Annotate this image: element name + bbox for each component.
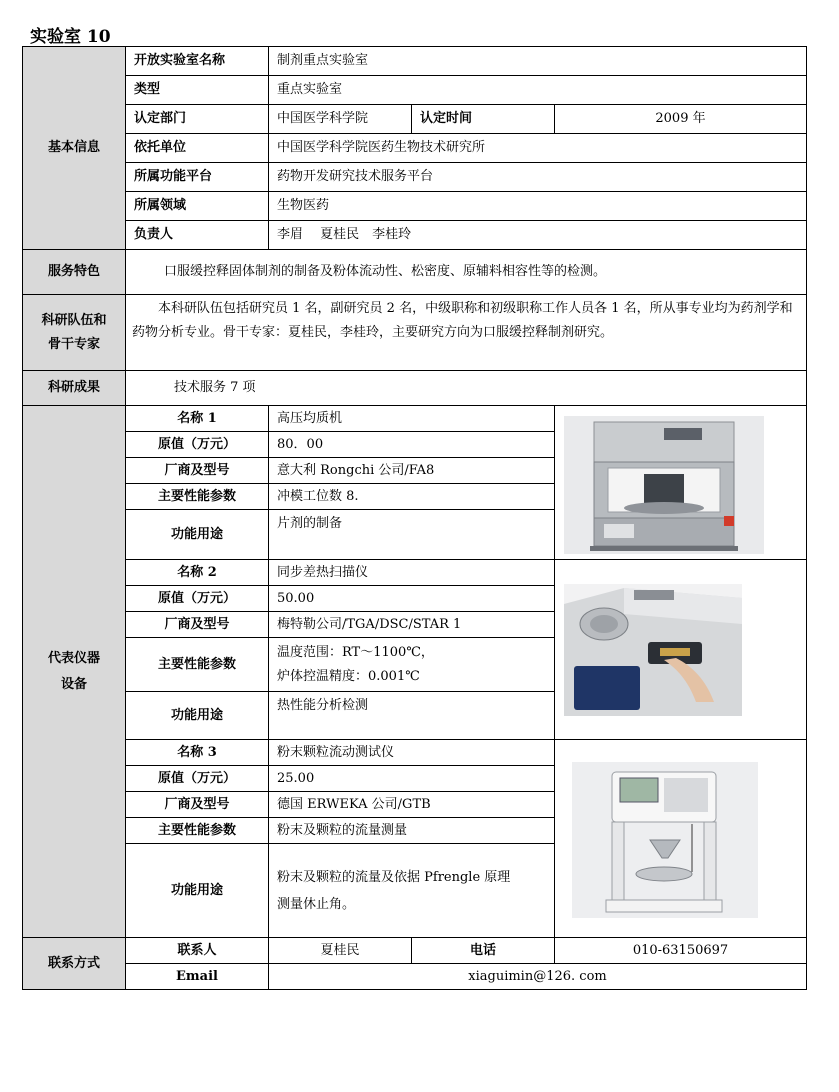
section-team-line2: 骨干专家 — [47, 336, 100, 352]
instrument-2-spec-label: 主要性能参数 — [126, 638, 269, 692]
instrument-2-use: 热性能分析检测 — [269, 692, 555, 740]
dept-label: 认定部门 — [126, 105, 269, 134]
host-label: 依托单位 — [126, 134, 269, 163]
time-value: 2009 年 — [555, 105, 807, 134]
contact-person-label: 联系人 — [126, 938, 269, 964]
lab-info-table — [22, 46, 807, 990]
dept-value: 中国医学科学院 — [269, 105, 412, 134]
instrument-2-photo — [555, 560, 807, 740]
contact-person: 夏桂民 — [269, 938, 412, 964]
instrument-2-name: 同步差热扫描仪 — [269, 560, 555, 586]
instrument-3-value: 25.00 — [269, 766, 555, 792]
contact-phone: 010-63150697 — [555, 938, 807, 964]
instrument-1-value-label: 原值（万元） — [126, 432, 269, 458]
section-team — [23, 295, 126, 371]
instrument-3-use-line1: 粉末及颗粒的流量及依据 Pfrengle 原理 — [277, 869, 511, 885]
page-title: 实验室 10 — [30, 27, 111, 47]
instrument-3-name-label: 名称 3 — [126, 740, 269, 766]
instrument-2-spec-line2: 炉体控温精度：0.001℃ — [277, 668, 420, 684]
results-text: 技术服务 7 项 — [126, 371, 807, 406]
instrument-3-value-label: 原值（万元） — [126, 766, 269, 792]
instrument-3-photo — [555, 740, 807, 938]
type-value: 重点实验室 — [269, 76, 807, 105]
instrument-3-name: 粉末颗粒流动测试仪 — [269, 740, 555, 766]
instrument-3-use — [269, 844, 555, 938]
instrument-1-spec: 冲模工位数 8. — [269, 484, 555, 510]
contact-email-label: Email — [126, 964, 269, 990]
host-value: 中国医学科学院医药生物技术研究所 — [269, 134, 807, 163]
contact-phone-label: 电话 — [412, 938, 555, 964]
platform-label: 所属功能平台 — [126, 163, 269, 192]
contact-email[interactable]: xiaguimin@126. com — [269, 964, 807, 990]
instrument-1-maker-label: 厂商及型号 — [126, 458, 269, 484]
section-contact: 联系方式 — [23, 938, 126, 990]
powder-flow-tester-image — [572, 762, 758, 918]
instrument-3-maker-label: 厂商及型号 — [126, 792, 269, 818]
section-results: 科研成果 — [23, 371, 126, 406]
instrument-1-photo — [555, 406, 807, 560]
instrument-2-use-label: 功能用途 — [126, 692, 269, 740]
instrument-1-use-label: 功能用途 — [126, 510, 269, 560]
instrument-3-use-line2: 测量休止角。 — [277, 896, 356, 912]
section-instruments-line2: 设备 — [60, 676, 87, 692]
platform-value: 药物开发研究技术服务平台 — [269, 163, 807, 192]
section-basic-info: 基本信息 — [23, 47, 126, 250]
instrument-2-value-label: 原值（万元） — [126, 586, 269, 612]
section-instruments — [23, 406, 126, 938]
section-instruments-line1: 代表仪器 — [47, 650, 100, 666]
instrument-2-spec-line1: 温度范围：RT～1100℃， — [277, 644, 434, 660]
team-text: 本科研队伍包括研究员 1 名，副研究员 2 名，中级职称和初级职称工作人员各 1 名，所从事专业均为药剂学和药物分析专业。骨干专家：夏桂民，李桂玲，主要研究方向为口服缓控释制剂研究。 — [126, 295, 807, 371]
section-service: 服务特色 — [23, 250, 126, 295]
field-label: 所属领域 — [126, 192, 269, 221]
instrument-2-name-label: 名称 2 — [126, 560, 269, 586]
lab-name-label: 开放实验室名称 — [126, 47, 269, 76]
section-team-line1: 科研队伍和 — [41, 312, 107, 328]
head-label: 负责人 — [126, 221, 269, 250]
head-value: 李眉 夏桂民 李桂玲 — [269, 221, 807, 250]
instrument-3-spec-label: 主要性能参数 — [126, 818, 269, 844]
lab-name-value: 制剂重点实验室 — [269, 47, 807, 76]
instrument-3-maker: 德国 ERWEKA 公司/GTB — [269, 792, 555, 818]
dsc-analyzer-image — [564, 584, 742, 716]
instrument-2-value: 50.00 — [269, 586, 555, 612]
service-text: 口服缓控释固体制剂的制备及粉体流动性、松密度、原辅料相容性等的检测。 — [126, 250, 807, 295]
tablet-press-image — [564, 416, 764, 554]
instrument-1-name-label: 名称 1 — [126, 406, 269, 432]
instrument-3-spec: 粉末及颗粒的流量测量 — [269, 818, 555, 844]
time-label: 认定时间 — [412, 105, 555, 134]
instrument-2-spec — [269, 638, 555, 692]
instrument-1-use: 片剂的制备 — [269, 510, 555, 560]
instrument-2-maker-label: 厂商及型号 — [126, 612, 269, 638]
instrument-2-maker: 梅特勒公司/TGA/DSC/STAR 1 — [269, 612, 555, 638]
type-label: 类型 — [126, 76, 269, 105]
instrument-1-spec-label: 主要性能参数 — [126, 484, 269, 510]
instrument-1-value: 80．00 — [269, 432, 555, 458]
instrument-1-maker: 意大利 Rongchi 公司/FA8 — [269, 458, 555, 484]
instrument-1-name: 高压均质机 — [269, 406, 555, 432]
instrument-3-use-label: 功能用途 — [126, 844, 269, 938]
field-value: 生物医药 — [269, 192, 807, 221]
